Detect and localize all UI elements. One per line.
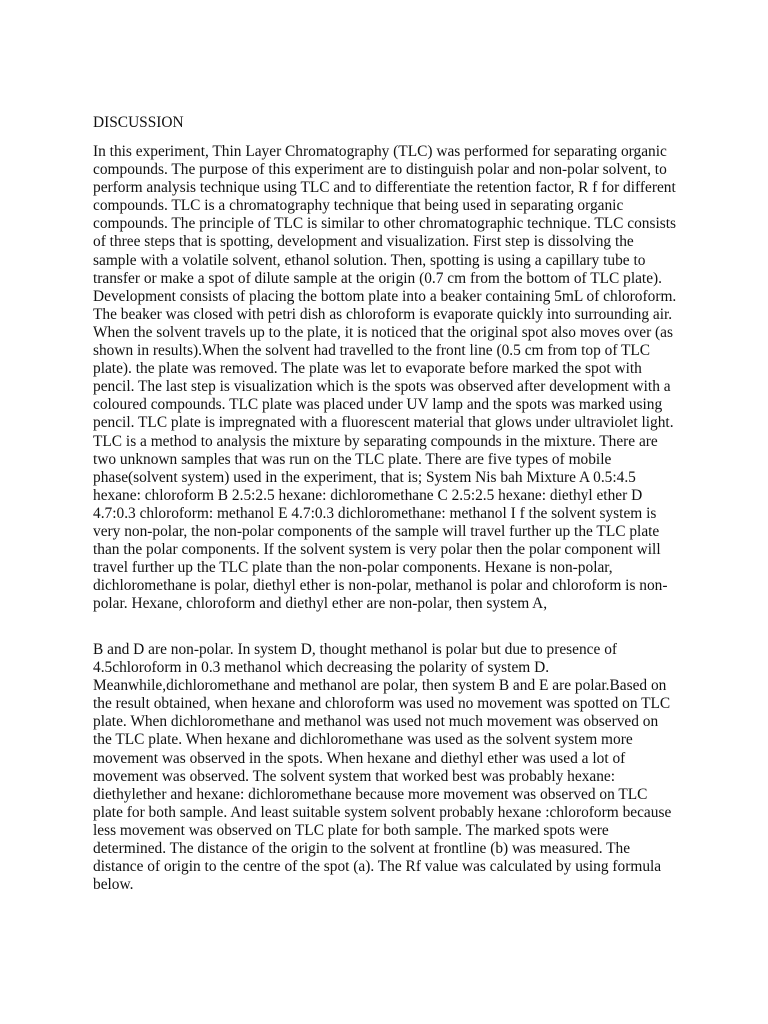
discussion-paragraph-2: B and D are non-polar. In system D, thought methanol is polar but due to presence of 4.5chloroform in 0.3 methanol which decreasing the polarity of system D. Meanwhile,dichloromethane and methanol are polar, then system B and E are polar.Based on the result obtained, when hexane and chloroform was used no movement was spotted on TLC plate. When dichloromethane and methanol was used not much movement was observed on the TLC plate. When hexane and dichloromethane was used as the solvent system more movement was observed in the spots. When hexane and diethyl ether was used a lot of movement was observed. The solvent system that worked best was probably hexane: diethylether and hexane: dichloromethane because more movement was observed on TLC plate for both sample. And least suitable system solvent probably hexane :chloroform because less movement was observed on TLC plate for both sample. The marked spots were determined. The distance of the origin to the solvent at frontline (b) was measured. The distance of origin to the centre of the spot (a). The Rf value was calculated by using formula below. <box>93 641 672 894</box>
discussion-paragraph-1: In this experiment, Thin Layer Chromatography (TLC) was performed for separating organic compounds. The purpose of this experiment are to distinguish polar and non-polar solvent, to perform analysis technique using TLC and to differentiate the retention factor, R f for different compounds. TLC is a chromatography technique that being used in separating organic compounds. The principle of TLC is similar to other chromatographic technique. TLC consists of three steps that is spotting, development and visualization. First step is dissolving the sample with a volatile solvent, ethanol solution. Then, spotting is using a capillary tube to transfer or make a spot of dilute sample at the origin (0.7 cm from the bottom of TLC plate). Development consists of placing the bottom plate into a beaker containing 5mL of chloroform. The beaker was closed with petri dish as chloroform is evaporate quickly into surrounding air. When the solvent travels up to the plate, it is noticed that the original spot also moves over (as shown in results).When the solvent had travelled to the front line (0.5 cm from top of TLC plate). the plate was removed. The plate was let to evaporate before marked the spot with pencil. The last step is visualization which is the spots was observed after development with a coloured compounds. TLC plate was placed under UV lamp and the spots was marked using pencil. TLC plate is impregnated with a fluorescent material that glows under ultraviolet light. TLC is a method to analysis the mixture by separating compounds in the mixture. There are two unknown samples that was run on the TLC plate. There are five types of mobile phase(solvent system) used in the experiment, that is; System Nis bah Mixture A 0.5:4.5 hexane: chloroform B 2.5:2.5 hexane: dichloromethane C 2.5:2.5 hexane: diethyl ether D 4.7:0.3 chloroform: methanol E 4.7:0.3 dichloromethane: methanol I f the solvent system is very non-polar, the non-polar components of the sample will travel further up the TLC plate than the polar components. If the solvent system is very polar then the polar component will travel further up the TLC plate than the non-polar components. Hexane is non-polar, dichloromethane is polar, diethyl ether is non-polar, methanol is polar and chloroform is non-polar. Hexane, chloroform and diethyl ether are non-polar, then system A, <box>93 143 677 613</box>
section-heading: DISCUSSION <box>93 114 184 131</box>
